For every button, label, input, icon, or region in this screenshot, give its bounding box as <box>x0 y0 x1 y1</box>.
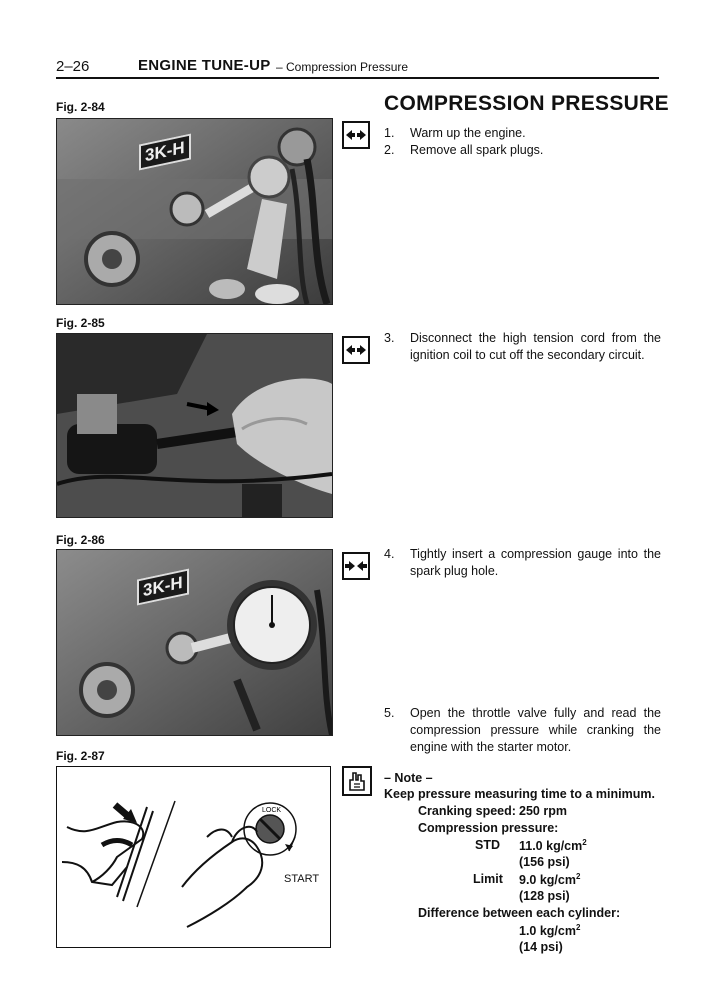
engine-tag: 3K-H <box>137 569 189 606</box>
figure-label: Fig. 2-87 <box>56 749 105 763</box>
step-text: Warm up the engine. <box>410 126 526 140</box>
step-5 <box>384 705 661 756</box>
step-number: 5. <box>384 706 395 720</box>
limit-value-text: 9.0 kg/cm <box>519 873 576 888</box>
engine-photo-art <box>57 119 332 304</box>
step-4 <box>384 546 661 580</box>
diff-psi: (14 psi) <box>519 940 563 954</box>
page-number: 2–26 <box>56 58 90 75</box>
limit-psi: (128 psi) <box>519 889 570 903</box>
step-number: 2. <box>384 143 395 157</box>
std-label: STD <box>475 838 500 852</box>
diff-label: Difference between each cylinder: <box>418 906 621 920</box>
limit-label: Limit <box>473 872 503 886</box>
limit-value <box>519 872 580 887</box>
dial-lock-text: LOCK <box>262 807 282 814</box>
step-2 <box>384 142 664 159</box>
step-text: Tightly insert a compression gauge into the spark plug hole. <box>410 547 661 578</box>
note-hand-icon <box>342 766 372 796</box>
unit-superscript: 2 <box>575 872 581 881</box>
installation-arrows-icon <box>342 552 370 580</box>
std-value-text: 11.0 kg/cm <box>519 839 583 854</box>
figure-label: Fig. 2-85 <box>56 316 105 330</box>
note-main: Keep pressure measuring time to a minimum. <box>384 787 655 801</box>
header-rule <box>56 77 659 79</box>
compression-gauge-photo <box>56 549 333 736</box>
ignition-coil-photo <box>56 333 333 518</box>
disassembly-arrows-icon <box>342 336 370 364</box>
diff-value-text: 1.0 kg/cm <box>519 924 576 939</box>
step-text: Open the throttle valve fully and read the compression pressure while cranking the engine with the starter motor. <box>410 706 661 754</box>
std-psi: (156 psi) <box>519 855 570 869</box>
starter-diagram <box>56 766 331 948</box>
page-title: COMPRESSION PRESSURE <box>384 92 669 115</box>
section-title: ENGINE TUNE-UP <box>138 57 271 74</box>
step-3 <box>384 330 661 364</box>
engine-photo <box>56 118 333 305</box>
starter-diagram-art <box>57 767 329 946</box>
step-1 <box>384 125 664 142</box>
disassembly-arrows-icon <box>342 121 370 149</box>
step-number: 3. <box>384 331 395 345</box>
unit-superscript: 2 <box>575 923 581 932</box>
step-number: 4. <box>384 547 395 561</box>
ignition-coil-photo-art <box>57 334 332 517</box>
figure-label: Fig. 2-84 <box>56 100 105 114</box>
engine-tag: 3K-H <box>139 134 191 171</box>
note-heading: – Note – <box>384 771 433 785</box>
compression-gauge-photo-art <box>57 550 332 735</box>
cranking-value: 250 rpm <box>519 804 567 818</box>
step-number: 1. <box>384 126 395 140</box>
diff-value <box>519 923 580 938</box>
step-text: Disconnect the high tension cord from the ignition coil to cut off the secondary circuit. <box>410 331 661 362</box>
step-text: Remove all spark plugs. <box>410 143 544 157</box>
unit-superscript: 2 <box>582 838 587 847</box>
start-label: START <box>284 873 320 885</box>
std-value <box>519 838 587 853</box>
cranking-label: Cranking speed: <box>418 804 516 818</box>
compression-label: Compression pressure: <box>418 821 559 835</box>
subsection-title: – Compression Pressure <box>276 60 409 74</box>
figure-label: Fig. 2-86 <box>56 533 105 547</box>
